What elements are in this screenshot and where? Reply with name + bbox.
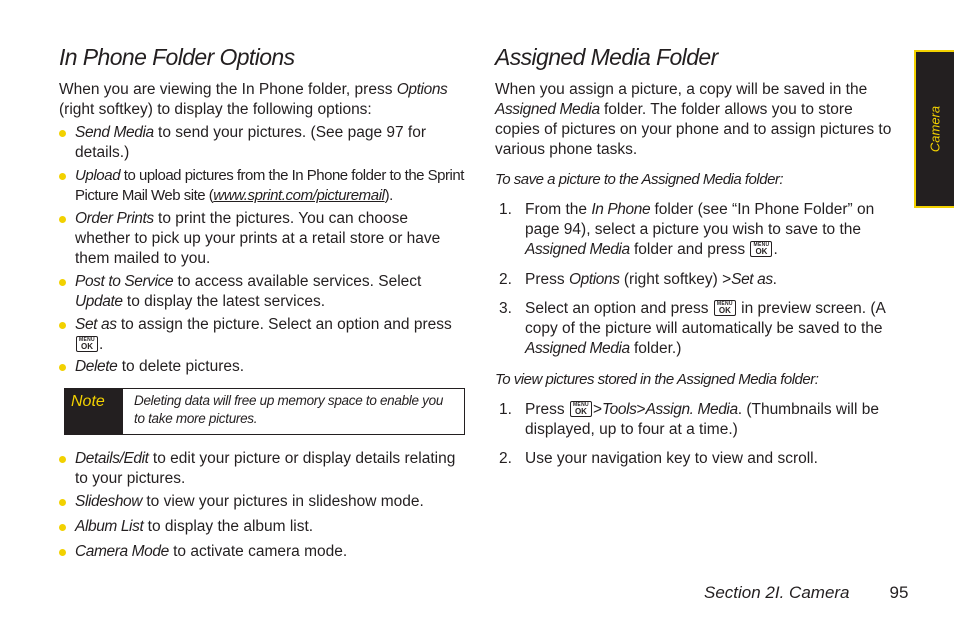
save-step-1: 1. From the In Phone folder (see “In Phone Folder” on page 94), select a picture you wish to save to the Assigned Media folder and press MENU OK . xyxy=(499,201,875,258)
bullet-dot xyxy=(59,173,66,180)
option-delete: Delete to delete pictures. xyxy=(59,357,464,377)
section-side-tab xyxy=(914,50,954,208)
page-footer xyxy=(704,583,908,603)
option-slideshow: Slideshow to view your pictures in slideshow mode. xyxy=(59,492,464,512)
right-intro: When you assign a picture, a copy will be saved in the Assigned Media folder. The folder allows you to store copies of pictures on your phone and to assign pictures to various phone tasks. xyxy=(495,81,892,158)
bullet-dot xyxy=(59,524,66,531)
menu-ok-key-icon: MENU OK xyxy=(76,336,98,352)
picturemail-link[interactable]: www.sprint.com/picturemail xyxy=(213,187,385,204)
view-pictures-subhead: To view pictures stored in the Assigned Media folder: xyxy=(495,371,819,388)
option-set-as: Set as to assign the picture. Select an option and press MENU OK . xyxy=(59,315,464,355)
page-number: 95 xyxy=(889,583,909,602)
bullet-dot xyxy=(59,130,66,137)
menu-ok-key-icon: MENU OK xyxy=(714,300,736,316)
save-step-3: 3. Select an option and press MENU OK in preview screen. (A copy of the picture will automatically be saved to the Assigned Media folder.) xyxy=(499,300,886,357)
note-box xyxy=(64,388,465,435)
bullet-dot xyxy=(59,499,66,506)
note-text: Deleting data will free up memory space to enable you to take more pictures. xyxy=(134,393,444,426)
side-tab-label: Camera xyxy=(927,105,943,153)
option-album-list: Album List to display the album list. xyxy=(59,517,464,537)
save-step-2: 2. Press Options (right softkey) >Set as. xyxy=(499,271,777,288)
menu-ok-key-icon: MENU OK xyxy=(750,241,772,257)
in-phone-folder-heading: In Phone Folder Options xyxy=(59,44,295,70)
option-camera-mode: Camera Mode to activate camera mode. xyxy=(59,542,464,562)
footer-section: Section 2I. Camera xyxy=(704,583,850,602)
view-step-1: 1. Press MENU OK >Tools>Assign. Media. (Thumbnails will be displayed, up to four at a time.) xyxy=(499,401,879,438)
view-step-2: 2. Use your navigation key to view and scroll. xyxy=(499,450,818,467)
option-send-media: Send Media to send your pictures. (See page 97 for details.) xyxy=(59,123,464,163)
bullet-dot xyxy=(59,216,66,223)
left-intro: When you are viewing the In Phone folder, press Options (right softkey) to display the following options: xyxy=(59,81,448,118)
option-post-to-service: Post to Service to access available services. Select Update to display the latest services. xyxy=(59,272,464,312)
save-picture-subhead: To save a picture to the Assigned Media folder: xyxy=(495,171,784,188)
bullet-dot xyxy=(59,364,66,371)
bullet-dot xyxy=(59,322,66,329)
note-label: Note xyxy=(65,389,123,434)
bullet-dot xyxy=(59,456,66,463)
option-details-edit: Details/Edit to edit your picture or display details relating to your pictures. xyxy=(59,449,464,489)
bullet-dot xyxy=(59,279,66,286)
menu-ok-key-icon: MENU OK xyxy=(570,401,592,417)
option-order-prints: Order Prints to print the pictures. You can choose whether to pick up your prints at a retail store or have them mailed to you. xyxy=(59,209,464,269)
assigned-media-heading: Assigned Media Folder xyxy=(495,44,718,70)
option-upload: Upload to upload pictures from the In Phone folder to the Sprint Picture Mail Web site (www.sprint.com/picturemail). xyxy=(59,166,464,206)
bullet-dot xyxy=(59,549,66,556)
